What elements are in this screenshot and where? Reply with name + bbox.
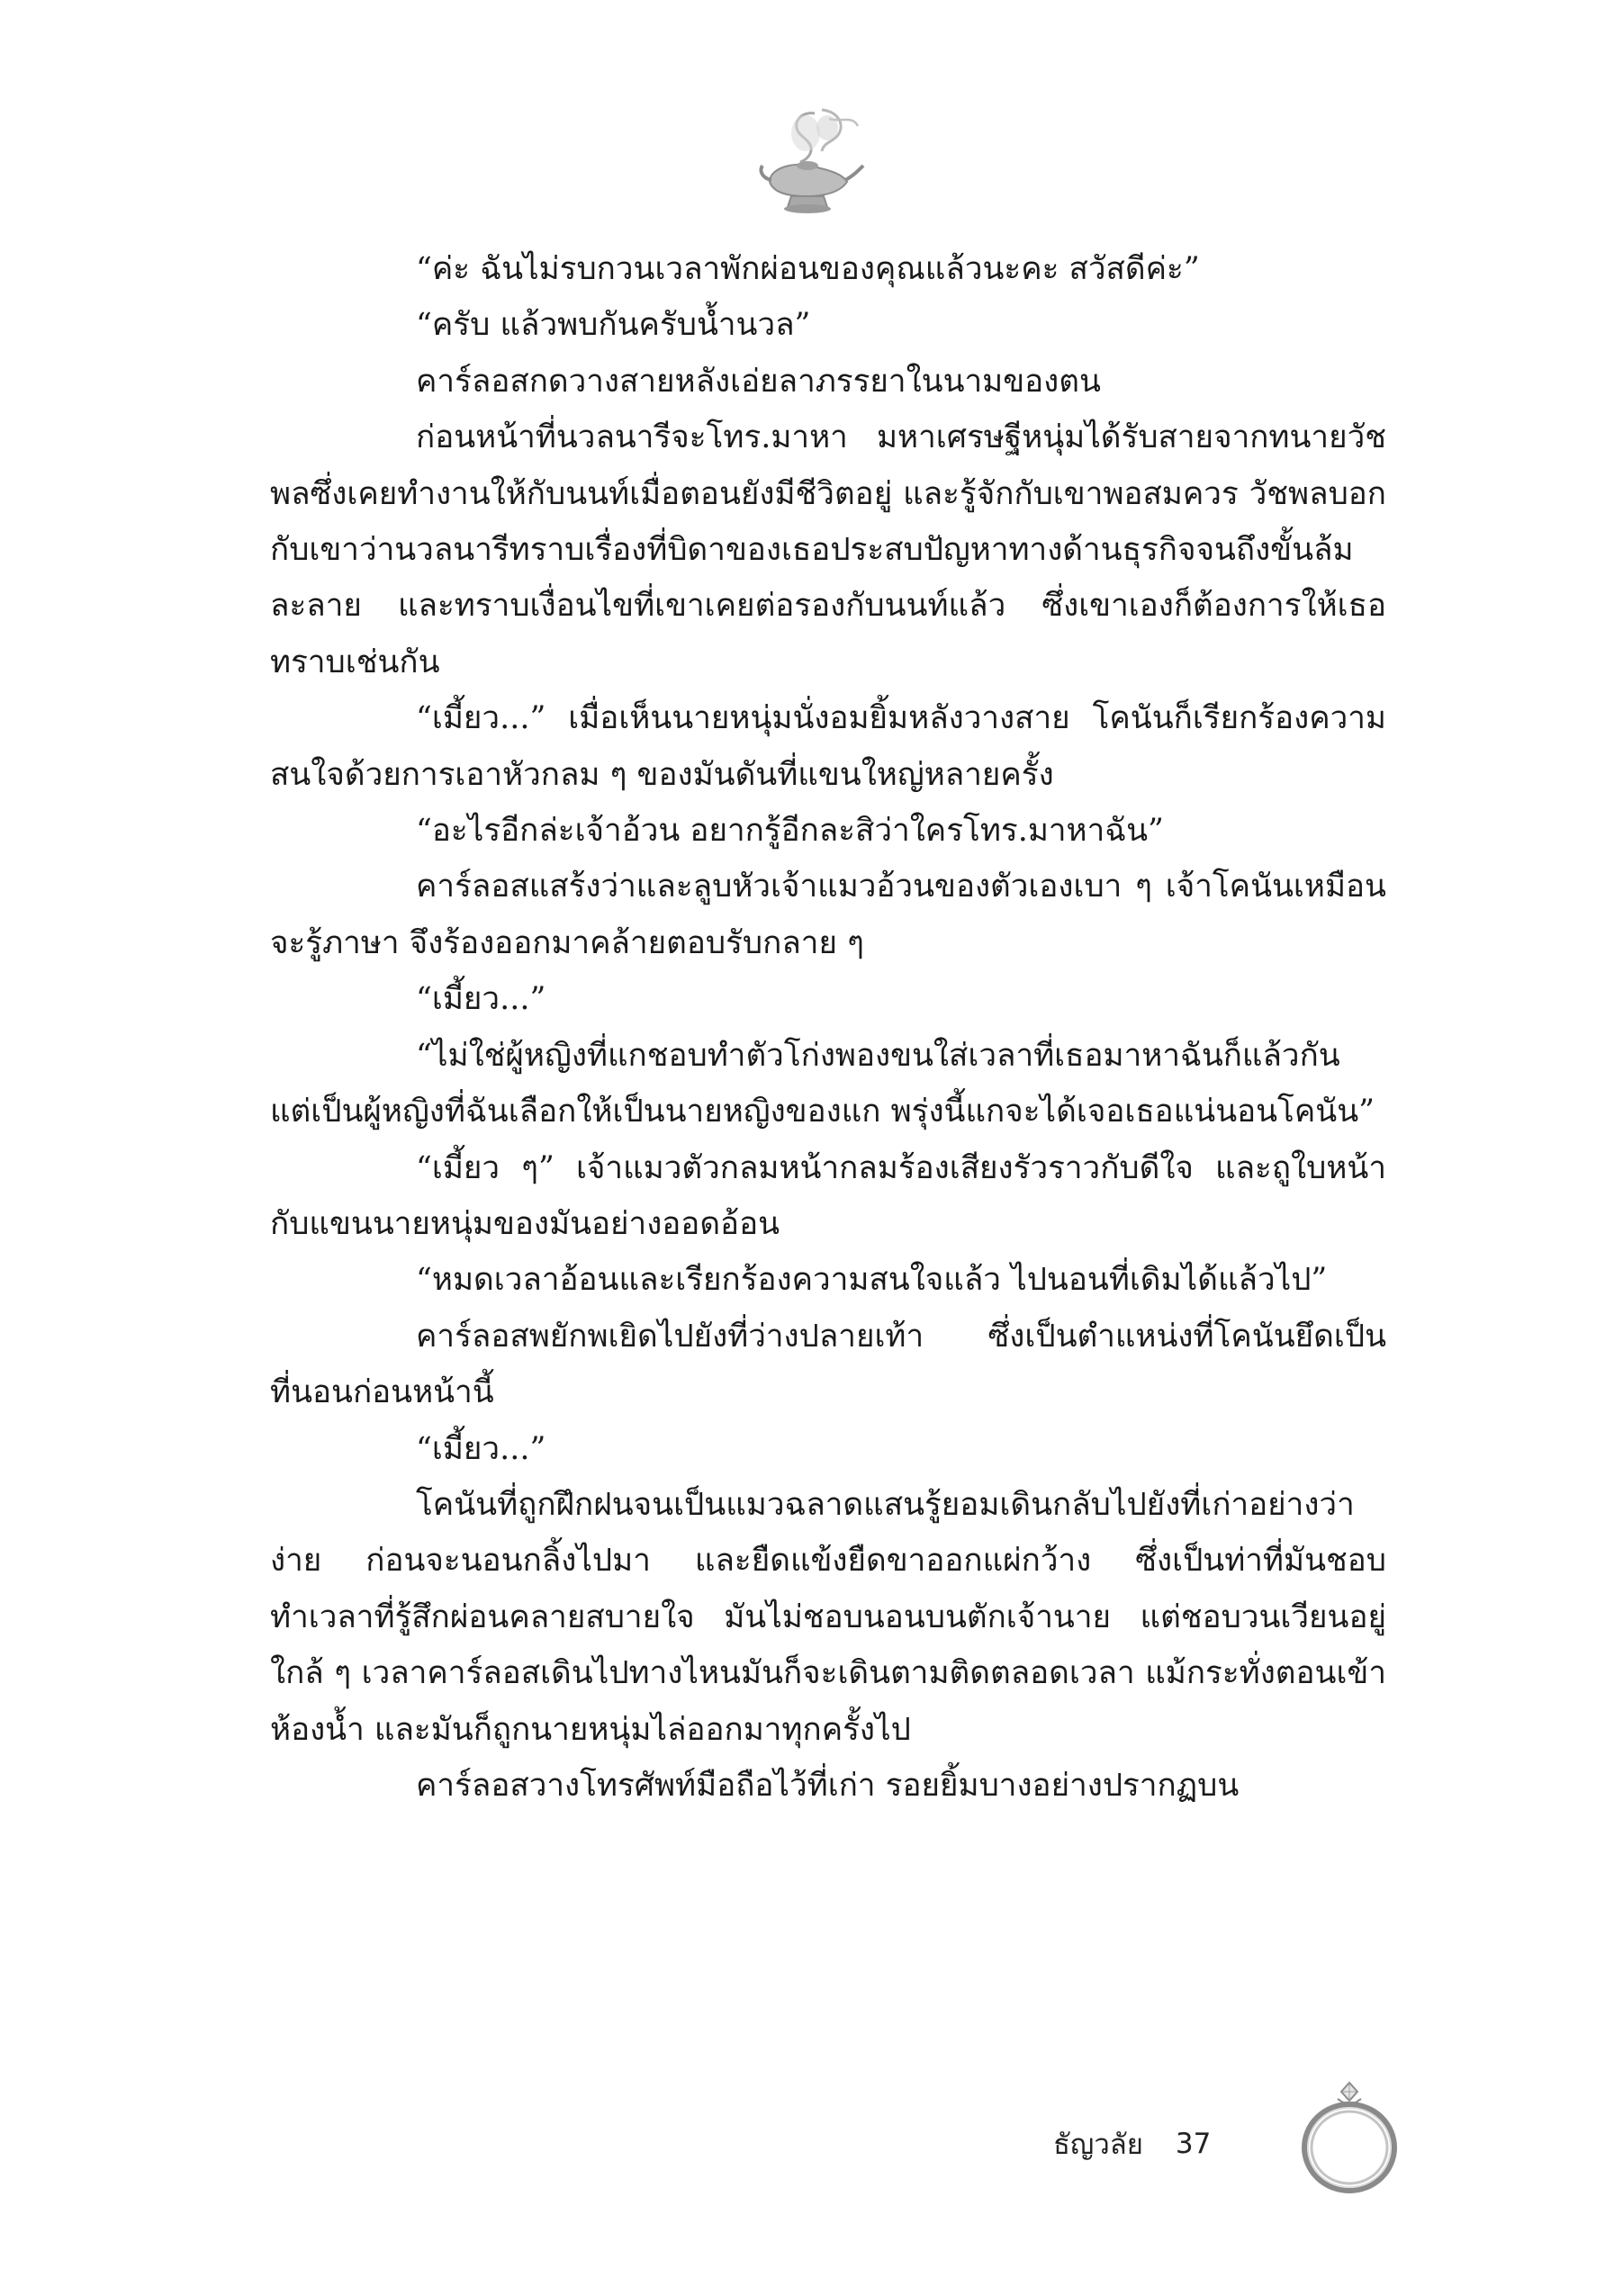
paragraph: “ไม่ใช่ผู้หญิงที่แกชอบทำตัวโก่งพองขนใส่เวลาที่เธอมาหาฉันก็แล้วกัน แต่เป็นผู้หญิงที่ฉันเลือกให้เป็นนายหญิงของแก พรุ่งนี้แกจะได้เจอเธอแน่นอนโคนัน” [270,1037,1375,1130]
page-number: 37 [1175,2128,1212,2160]
paragraph: คาร์ลอสพยักพเยิดไปยังที่ว่างปลายเท้า ซึ่งเป็นตำแหน่งที่โคนันยึดเป็นที่นอนก่อนหน้านี้ [270,1318,1386,1411]
paragraph: “เมี้ยว ๆ” เจ้าแมวตัวกลมหน้ากลมร้องเสียงรัวราวกับดีใจ และถูใบหน้ากับแขนนายหนุ่มของมันอย่างออดอ้อน [270,1149,1386,1242]
page-footer [1053,2117,1211,2171]
paragraph: “หมดเวลาอ้อนและเรียกร้องความสนใจแล้ว ไปนอนที่เดิมได้แล้วไป” [416,1262,1328,1299]
author-name: ธัญวลัย [1053,2129,1143,2161]
paragraph: คาร์ลอสกดวางสายหลังเอ่ยลาภรรยาในนามของตน [416,363,1101,400]
paragraph: “ครับ แล้วพบกันครับน้ำนวล” [416,307,811,344]
paragraph: โคนันที่ถูกฝึกฝนจนเป็นแมวฉลาดแสนรู้ยอมเดินกลับไปยังที่เก่าอย่างว่าง่าย ก่อนจะนอนกลิ้งไปมา และยืดแข้งยืดขาออกแผ่กว้าง ซึ่งเป็นท่าที่มันชอบทำเวลาที่รู้สึกผ่อนคลายสบายใจ มันไม่ชอบนอนบนตักเจ้านาย แต่ชอบวนเวียนอยู่ใกล้ ๆ เวลาคาร์ลอสเดินไปทางไหนมันก็จะเดินตามติดตลอดเวลา แม้กระทั่งตอนเข้าห้องน้ำ และมันก็ถูกนายหนุ่มไล่ออกมาทุกครั้งไป [270,1486,1386,1748]
paragraph: คาร์ลอสวางโทรศัพท์มือถือไว้ที่เก่า รอยยิ้มบางอย่างปรากฏบน [416,1767,1240,1804]
story-text [270,241,1386,1814]
paragraph: ก่อนหน้าที่นวลนารีจะโทร.มาหา มหาเศรษฐีหนุ่มได้รับสายจากทนายวัชพลซึ่งเคยทำงานให้กับนนท์เมื่อตอนยังมีชีวิตอยู่ และรู้จักกับเขาพอสมควร วัชพลบอกกับเขาว่านวลนารีทราบเรื่องที่บิดาของเธอประสบปัญหาทางด้านธุรกิจจนถึงขั้นล้มละลาย และทราบเงื่อนไขที่เขาเคยต่อรองกับนนท์แล้ว ซึ่งเขาเองก็ต้องการให้เธอทราบเช่นกัน [270,419,1386,680]
paragraph: คาร์ลอสแสร้งว่าและลูบหัวเจ้าแมวอ้วนของตัวเองเบา ๆ เจ้าโคนันเหมือนจะรู้ภาษา จึงร้องออกมาคล้ายตอบรับกลาย ๆ [270,869,1386,961]
paragraph: “อะไรอีกล่ะเจ้าอ้วน อยากรู้อีกละสิว่าใครโทร.มาหาฉัน” [416,813,1164,850]
genie-lamp-icon [752,106,867,223]
paragraph: “เมี้ยว...” [416,1430,546,1467]
diamond-ring-icon [1296,2079,1402,2196]
paragraph: “เมี้ยว...” เมื่อเห็นนายหนุ่มนั่งอมยิ้มหลังวางสาย โคนันก็เรียกร้องความสนใจด้วยการเอาหัวกลม ๆ ของมันดันที่แขนใหญ่หลายครั้ง [270,700,1386,793]
paragraph: “ค่ะ ฉันไม่รบกวนเวลาพักผ่อนของคุณแล้วนะคะ สวัสดีค่ะ” [416,251,1200,287]
paragraph: “เมี้ยว...” [416,981,546,1018]
